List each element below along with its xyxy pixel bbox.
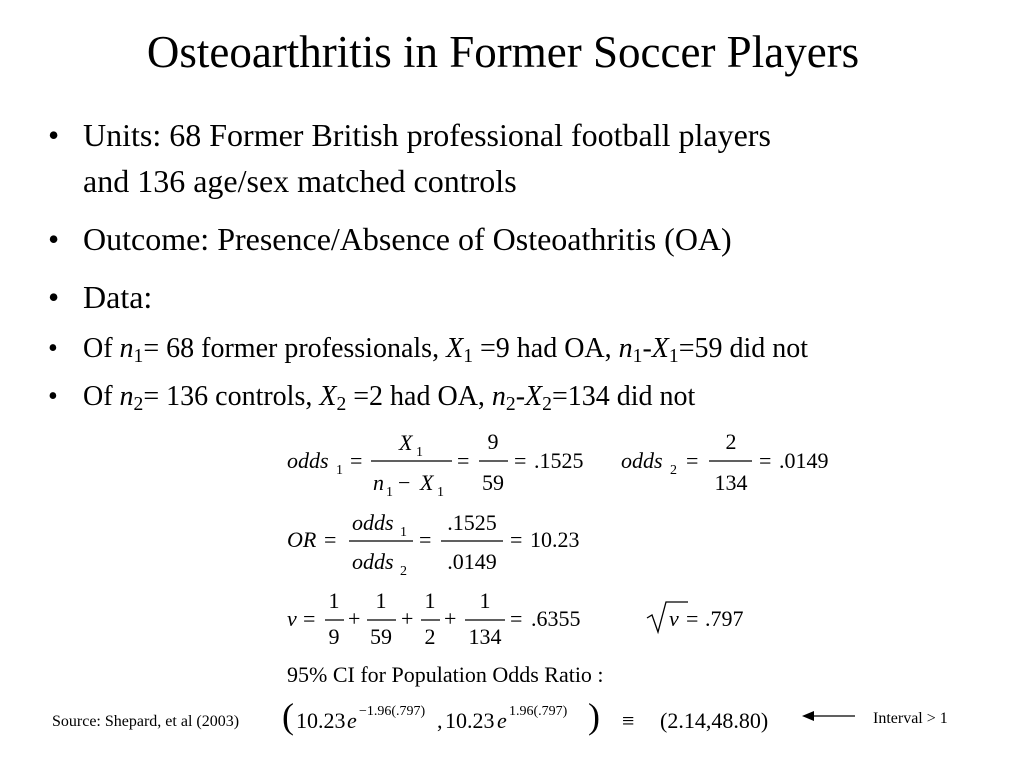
odds1-frac-den-minus: −	[398, 470, 411, 495]
var-n: n	[618, 333, 633, 364]
sub-index: 1	[133, 345, 144, 367]
var-n: n	[119, 333, 134, 364]
source-citation: Source: Shepard, et al (2003)	[52, 713, 240, 730]
odds1-frac-den-n: n	[373, 470, 384, 495]
odds1-value-num: 9	[487, 429, 499, 454]
v-result: .6355	[531, 606, 581, 631]
equals-sign: =	[510, 527, 523, 552]
equals-sign: =	[419, 527, 432, 552]
ci-exp-upper: 1.96(.797)	[509, 704, 568, 719]
odds2-num: 2	[725, 429, 737, 454]
v-frac-den: 134	[468, 624, 502, 649]
ci-open-paren: (	[282, 696, 294, 736]
interval-note: Interval > 1	[873, 710, 948, 727]
v-frac-den: 2	[424, 624, 436, 649]
equals-sign: =	[686, 448, 699, 473]
bullet-data-text: Data:	[83, 279, 153, 315]
odds1-frac-den-x-sub: 1	[437, 485, 444, 500]
odds2-den: 134	[714, 470, 748, 495]
interval-annotation	[802, 710, 948, 727]
var-x: X	[525, 381, 543, 412]
equals-sign: =	[510, 606, 523, 631]
or-frac-den: odds	[352, 549, 394, 574]
sub-index: 2	[336, 393, 347, 415]
v-frac-den: 9	[328, 624, 340, 649]
odds1-result: .1525	[534, 448, 584, 473]
ci-coef-lower: 10.23	[296, 708, 346, 733]
odds1-frac-num-x: X	[399, 430, 413, 455]
or-frac-den-sub: 2	[400, 564, 407, 579]
sqrt-v: v	[669, 606, 679, 631]
equivalence-sign: ≡	[622, 708, 635, 733]
bullet-outcome-text: Outcome: Presence/Absence of Osteoathritis (OA)	[83, 221, 732, 257]
or-frac-num-sub: 1	[400, 525, 407, 540]
v-frac-num: 1	[375, 588, 387, 613]
text-count: = 68 former professionals,	[143, 333, 447, 364]
or-result: 10.23	[530, 527, 580, 552]
odds2-result: .0149	[779, 448, 829, 473]
plus-sign: +	[401, 606, 414, 631]
ci-label: 95% CI for Population Odds Ratio :	[287, 662, 604, 687]
equals-sign: =	[514, 448, 527, 473]
equals-sign: =	[324, 527, 337, 552]
equals-sign: =	[759, 448, 772, 473]
text-of: Of	[83, 333, 120, 364]
equals-sign: =	[457, 448, 470, 473]
plus-sign: +	[348, 606, 361, 631]
sub-index: 1	[632, 345, 643, 367]
bullet-units-line1: Units: 68 Former British professional football players	[83, 117, 771, 153]
ci-comma: ,	[437, 708, 443, 733]
square-root-sign	[647, 602, 688, 632]
bullet-marker: •	[48, 381, 58, 412]
ci-result: (2.14,48.80)	[660, 708, 769, 733]
or-lhs: OR	[287, 527, 317, 552]
sub-index: 1	[463, 345, 473, 367]
odds1-value-den: 59	[482, 470, 504, 495]
var-n: n	[491, 381, 506, 412]
equals-sign: =	[350, 448, 363, 473]
ci-exp-lower: −1.96(.797)	[359, 704, 426, 719]
text-had: =2 had OA,	[346, 381, 492, 412]
equals-sign: =	[303, 606, 316, 631]
text-dash: -	[515, 381, 526, 412]
text-count: = 136 controls,	[143, 381, 320, 412]
equation-odds2	[621, 429, 829, 495]
equals-sign: =	[686, 606, 699, 631]
ci-e-upper: e	[497, 708, 507, 733]
sub-index: 1	[668, 345, 679, 367]
text-of: Of	[83, 381, 120, 412]
v-frac-num: 1	[479, 588, 491, 613]
var-n: n	[119, 381, 134, 412]
v-frac-den: 59	[370, 624, 392, 649]
sub-index: 2	[542, 393, 552, 415]
text-had: =9 had OA,	[472, 333, 619, 364]
odds2-lhs-sub: 2	[670, 463, 677, 478]
text-dash: -	[642, 333, 652, 364]
odds1-frac-den-n-sub: 1	[386, 485, 393, 500]
ci-e-lower: e	[347, 708, 357, 733]
equation-odds-ratio	[287, 510, 580, 579]
text-rest: =134 did not	[551, 381, 696, 412]
sub-index: 2	[505, 393, 516, 415]
slide-title: Osteoarthritis in Former Soccer Players	[146, 27, 860, 77]
ci-close-paren: )	[588, 696, 600, 736]
var-x: X	[446, 333, 464, 364]
equation-variance	[287, 588, 744, 649]
arrow-head-icon	[802, 711, 814, 721]
bullet-marker: •	[48, 333, 58, 364]
or-value-den: .0149	[447, 549, 497, 574]
equation-odds1	[287, 429, 584, 500]
var-x: X	[319, 381, 337, 412]
v-frac-num: 1	[424, 588, 436, 613]
bullet-marker: •	[48, 221, 60, 257]
plus-sign: +	[444, 606, 457, 631]
text-rest: =59 did not	[678, 333, 809, 364]
bullet-marker: •	[48, 117, 60, 153]
var-x: X	[651, 333, 669, 364]
bullet-marker: •	[48, 279, 60, 315]
sqrt-result: .797	[705, 606, 744, 631]
sub-index: 2	[133, 393, 144, 415]
odds1-frac-den-x: X	[420, 470, 434, 495]
ci-coef-upper: 10.23	[445, 708, 495, 733]
equation-confidence-interval	[282, 696, 768, 736]
or-value-num: .1525	[447, 510, 497, 535]
v-lhs: v	[287, 606, 297, 631]
odds2-lhs: odds	[621, 448, 663, 473]
or-frac-num: odds	[352, 510, 394, 535]
odds1-lhs: odds	[287, 448, 329, 473]
v-frac-num: 1	[328, 588, 340, 613]
odds1-frac-num-sub: 1	[416, 445, 423, 460]
odds1-lhs-sub: 1	[336, 463, 343, 478]
bullet-units-line2: and 136 age/sex matched controls	[83, 163, 517, 199]
